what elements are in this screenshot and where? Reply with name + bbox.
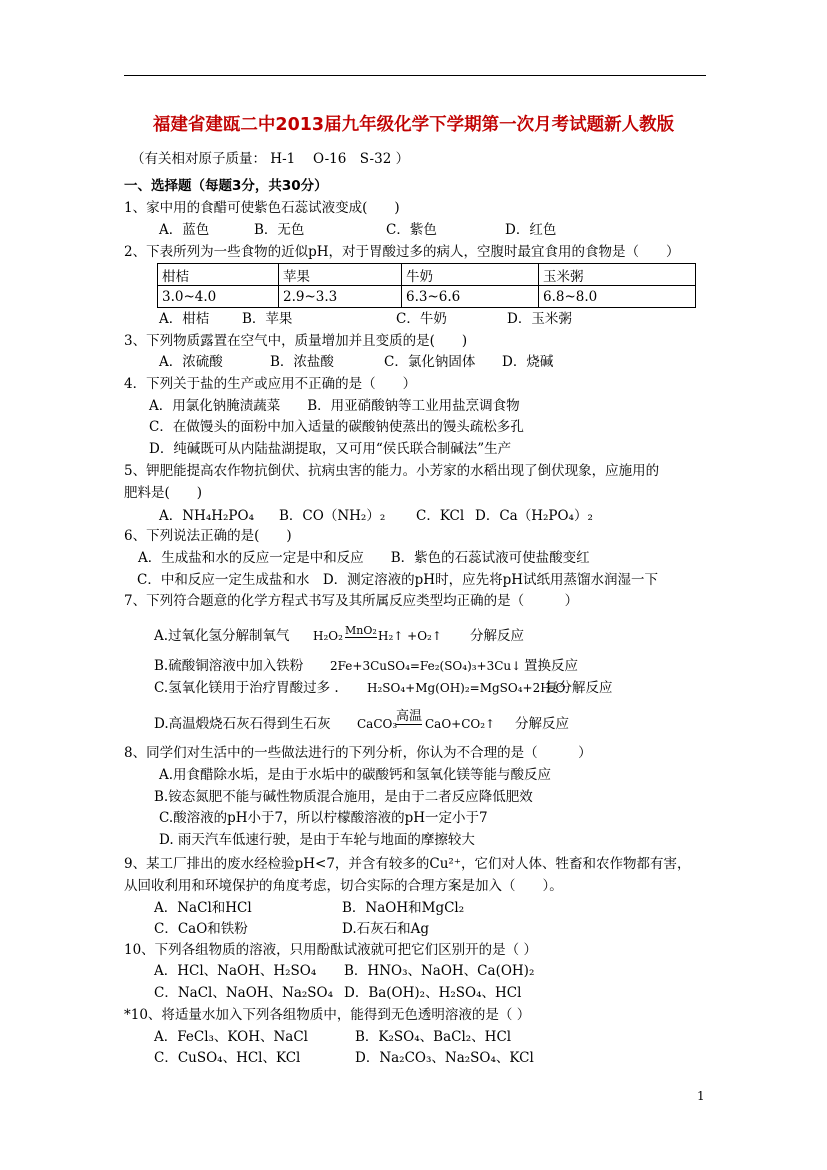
option-c: C．牛奶	[396, 311, 447, 327]
option-a: A．NH₄H₂PO₄	[159, 508, 254, 524]
option-b: B．浓盐酸	[270, 354, 334, 370]
table-cell: 3.0~4.0	[158, 286, 279, 308]
question-stem: 1、家中用的食醋可使紫色石蕊试液变成( )	[124, 200, 400, 216]
option-d: D. 雨天汽车低速行驶，是由于车轮与地面的摩擦较大	[159, 832, 475, 848]
option-c: C．氯化钠固体	[384, 354, 476, 370]
option-c: C．在做馒头的面粉中加入适量的碳酸钠使蒸出的馒头疏松多孔	[149, 419, 524, 435]
atomic-masses: （有关相对原子质量： H-1 O-16 S-32 ）	[131, 151, 410, 167]
section-heading: 一、选择题（每题3分，共30分）	[124, 178, 328, 194]
option-ab: A．用氯化钠腌渍蔬菜 B．用亚硝酸钠等工业用盐烹调食物	[149, 398, 520, 414]
option-b: B．NaOH和MgCl₂	[342, 900, 465, 916]
equation-products: CaO+CO₂↑	[425, 717, 496, 731]
table-cell: 6.3~6.6	[402, 286, 539, 308]
question-stem: *10、将适量水加入下列各组物质中，能得到无色透明溶液的是（ ）	[124, 1007, 531, 1023]
page-number: 1	[697, 1089, 705, 1103]
option-a: A．蓝色	[159, 222, 210, 238]
option-a: A．柑桔	[159, 311, 210, 327]
table-header-cell: 柑桔	[158, 264, 279, 286]
equation-reactant: H₂O₂	[313, 629, 343, 643]
option-a: A．浓硫酸	[159, 354, 223, 370]
option-b: B．HNO₃、NaOH、Ca(OH)₂	[344, 963, 535, 979]
question-stem: 7、下列符合题意的化学方程式书写及其所属反应类型均正确的是（ ）	[124, 593, 579, 609]
table-header-cell: 玉米粥	[539, 264, 696, 286]
option-d: D．Na₂CO₃、Na₂SO₄、KCl	[355, 1050, 534, 1066]
reaction-type: 置换反应	[524, 658, 578, 674]
header-rule	[124, 75, 706, 76]
option-d: D．Ba(OH)₂、H₂SO₄、HCl	[344, 985, 522, 1001]
option-b: B.铵态氮肥不能与碱性物质混合施用，是由于二者反应降低肥效	[154, 789, 533, 805]
option-ab: A．生成盐和水的反应一定是中和反应 B．紫色的石蕊试液可使盐酸变红	[138, 550, 590, 566]
condition-label: 高温	[396, 709, 423, 724]
option-d: D．红色	[505, 222, 557, 238]
option-a: A．FeCl₃、KOH、NaCl	[154, 1029, 308, 1045]
question-stem: 6、下列说法正确的是( )	[124, 528, 292, 544]
page-title: 福建省建瓯二中2013届九年级化学下学期第一次月考试题新人教版	[152, 115, 675, 135]
option-a: A．HCl、NaOH、H₂SO₄	[154, 963, 317, 979]
option-b: B．苹果	[242, 311, 293, 327]
option-c: C．紫色	[386, 222, 437, 238]
table-cell: 6.8~8.0	[539, 286, 696, 308]
ph-table	[157, 263, 696, 308]
question-stem: 10、下列各组物质的溶液，只用酚酞试液就可把它们区别开的是（ ）	[124, 942, 537, 958]
reaction-type: 分解反应	[470, 628, 524, 644]
question-stem-cont: 肥料是( )	[124, 485, 203, 501]
option-cd: C．中和反应一定生成盐和水 D．测定溶液的pH时，应先将pH试纸用蒸馏水润湿一下	[137, 572, 658, 588]
question-stem: 4．下列关于盐的生产或应用不正确的是（ ）	[124, 376, 417, 392]
option-c: C.氢氧化镁用于治疗胃酸过多 .	[154, 680, 339, 696]
question-stem: 5、钾肥能提高农作物抗倒伏、抗病虫害的能力。小芳家的水稻出现了倒伏现象，应施用的	[124, 463, 660, 479]
option-c: C．NaCl、NaOH、Na₂SO₄	[154, 985, 334, 1001]
option-c: C．CuSO₄、HCl、KCl	[154, 1050, 301, 1066]
option-b: B．K₂SO₄、BaCl₂、HCl	[355, 1029, 512, 1045]
option-b: B．无色	[254, 222, 305, 238]
option-d: D．烧碱	[502, 354, 554, 370]
equation-products: H₂↑ +O₂↑	[378, 629, 442, 643]
question-stem: 2、下表所列为一些食物的近似pH，对于胃酸过多的病人，空腹时最宜食用的食物是（ ）	[124, 244, 680, 260]
question-stem: 3、下列物质露置在空气中，质量增加并且变质的是( )	[124, 333, 468, 349]
question-stem-cont: 从回收利用和环境保护的角度考虑，切合实际的合理方案是加入（ ）。	[124, 878, 563, 894]
question-stem: 9、某工厂排出的废水经检验pH<7，并含有较多的Cu²⁺，它们对人体、牲畜和农作物都有害，	[124, 856, 691, 872]
option-b: B．CO（NH₂）₂	[279, 508, 386, 524]
option-d: D.高温煅烧石灰石得到生石灰	[154, 716, 331, 732]
table-row	[158, 264, 696, 286]
option-c: C．CaO和铁粉	[154, 921, 248, 937]
catalyst-label: MnO₂	[345, 624, 377, 637]
option-c: C．KCl	[416, 508, 465, 524]
option-d: D．Ca（H₂PO₄）₂	[475, 508, 593, 524]
option-a: A．NaCl和HCl	[154, 900, 252, 916]
table-cell: 2.9~3.3	[279, 286, 402, 308]
equation-reactant: CaCO₃	[357, 717, 398, 731]
reaction-type: 分解反应	[515, 716, 569, 732]
option-a: A.用食醋除水垢，是由于水垢中的碳酸钙和氢氧化镁等能与酸反应	[159, 767, 552, 783]
table-header-cell: 牛奶	[402, 264, 539, 286]
option-d: D.石灰石和Ag	[342, 921, 430, 937]
option-a: A.过氧化氢分解制氧气	[154, 628, 290, 644]
equation: 2Fe+3CuSO₄=Fe₂(SO₄)₃+3Cu↓	[330, 659, 522, 673]
question-stem: 8、同学们对生活中的一些做法进行的下列分析，你认为不合理的是（ ）	[124, 745, 592, 761]
reaction-type: 复分解反应	[545, 680, 613, 696]
option-d: D．玉米粥	[507, 311, 572, 327]
option-c: C.酸溶液的pH小于7，所以柠檬酸溶液的pH一定小于7	[159, 810, 488, 826]
option-b: B.硫酸铜溶液中加入铁粉	[154, 658, 304, 674]
equation: H₂SO₄+Mg(OH)₂=MgSO₄+2H₂O	[367, 681, 566, 695]
option-d: D．纯碱既可从内陆盐湖提取，又可用“侯氏联合制碱法”生产	[149, 441, 512, 457]
table-header-cell: 苹果	[279, 264, 402, 286]
table-row	[158, 286, 696, 308]
